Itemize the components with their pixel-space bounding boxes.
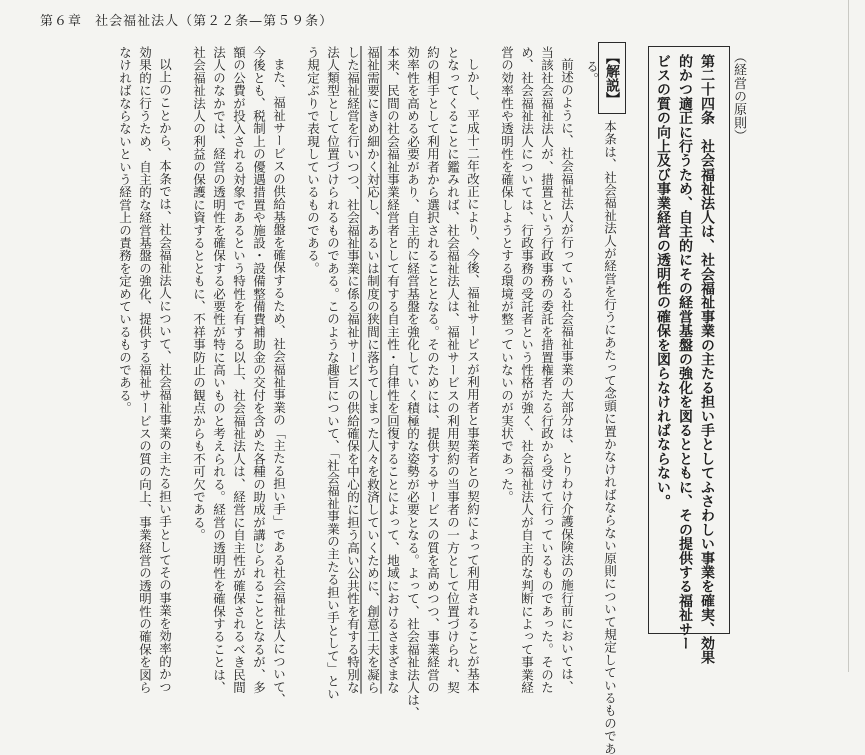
commentary-column: 以上のことから、本条では、社会福祉法人について、社会福祉事業の主たる担い手としてその事業を効率的かつ: [157, 58, 173, 693]
commentary-column: しかし、平成十二年改正により、今後、福祉サービスが利用者と事業者との契約によって利用されることが基本: [465, 58, 481, 693]
article-caption: （経営の原則）: [731, 50, 746, 143]
chapter-title: 社会福祉法人（第２２条—第５９条）: [95, 14, 334, 29]
commentary-heading: 【解説】: [598, 42, 626, 114]
commentary-column: う規定ぶりで表現しているものである。: [305, 46, 321, 275]
commentary-column: 法人類型として位置づけられるものである。このような趣旨について、「社会福祉事業の主たる担い手として」とい: [325, 46, 341, 701]
commentary-column: 当該社会福祉法人が、措置という行政事務の委託を措置権者たる行政から受けて行っているものであった。そのた: [539, 46, 555, 694]
commentary-column: 今後とも、税制上の優遇措置や施設・設備整備費補助金の交付を含めた各種の助成が講じられることとなるが、多: [251, 46, 267, 694]
commentary-column: 本条は、社会福祉法人が経営を行うにあたって念頭に置かなければならない原則について規定しているものであ: [602, 120, 618, 755]
commentary-column: 営の効率性や透明性を確保しようとする環境が整っていないのが実状であった。: [499, 46, 515, 504]
commentary-column: 額の公費が投入される対象であるという特性を有する以上、社会福祉法人は、経営に自主性が確保されるべき民間: [231, 46, 247, 694]
commentary-column: 約の相手として利用者から選択されることとなる。そのためには、提供するサービスの質を高めつつ、事業経営の: [425, 46, 441, 694]
commentary-column: 福祉需要にきめ細かく対応し、あるいは制度の狭間に落ちてしまった人々を救済していくために、創意工夫を凝ら: [365, 46, 381, 694]
commentary-column: 社会福祉法人の利益の保護に資するとともに、不祥事防止の観点からも不可欠である。: [191, 46, 207, 542]
commentary-column: 前述のように、社会福祉法人が行っている社会福祉事業の大部分は、とりわけ介護保険法の施行前においては、: [559, 58, 575, 693]
article-line-2: 的かつ適正に行うため、自主的にその経営基盤の強化を図るとともに、その提供する福祉サー: [677, 54, 693, 651]
commentary-column: 効率性を高める必要があり、自主的に経営基盤を強化していく積極的な姿勢が必要となる。よって、社会福祉法人は、: [405, 46, 421, 720]
commentary-column: なければならないという経営上の責務を定めているものである。: [117, 46, 133, 415]
commentary-column: 効果的に行うため、自主的な経営基盤の強化、提供する福祉サービスの質の向上、事業経営の透明性の確保を図ら: [137, 46, 153, 694]
article-line-1: 第二十四条 社会福祉法人は、社会福祉事業の主たる担い手としてふさわしい事業を確実、効果: [699, 54, 715, 665]
commentary-column: る。: [584, 60, 600, 86]
commentary-column: め、社会福祉法人については、行政事務の受託者という性格が強く、社会福祉法人が自主的な判断によって事業経: [519, 46, 535, 694]
running-header: [40, 10, 333, 29]
commentary-column: 本来、民間の社会福祉事業経営者として有する自主性・自律性を回復することによって、地域におけるさまざまな: [385, 46, 401, 694]
commentary-column: 法人のなかでは、経営の透明性を確保する必要性が特に高いものと考えられる。経営の透明性を確保することは、: [211, 46, 227, 694]
article-line-3: ビスの質の向上及び事業経営の透明性の確保を図らなければならない。: [655, 54, 671, 509]
commentary-column: となってくることに鑑みれば、社会福祉法人は、福祉サービスの利用契約の当事者の一方として位置づけられ、契: [445, 46, 461, 694]
commentary-column: した福祉経営を行いつつ、社会福祉事業に係る福祉サービスの供給確保を中心的に担う高い公共性を有する特別な: [345, 46, 361, 694]
scan-edge: [848, 0, 849, 672]
commentary-column: また、福祉サービスの供給基盤を確保するため、社会福祉事業の「主たる担い手」である社会福祉法人について、: [271, 58, 287, 706]
chapter-label: 第６章: [40, 14, 83, 29]
